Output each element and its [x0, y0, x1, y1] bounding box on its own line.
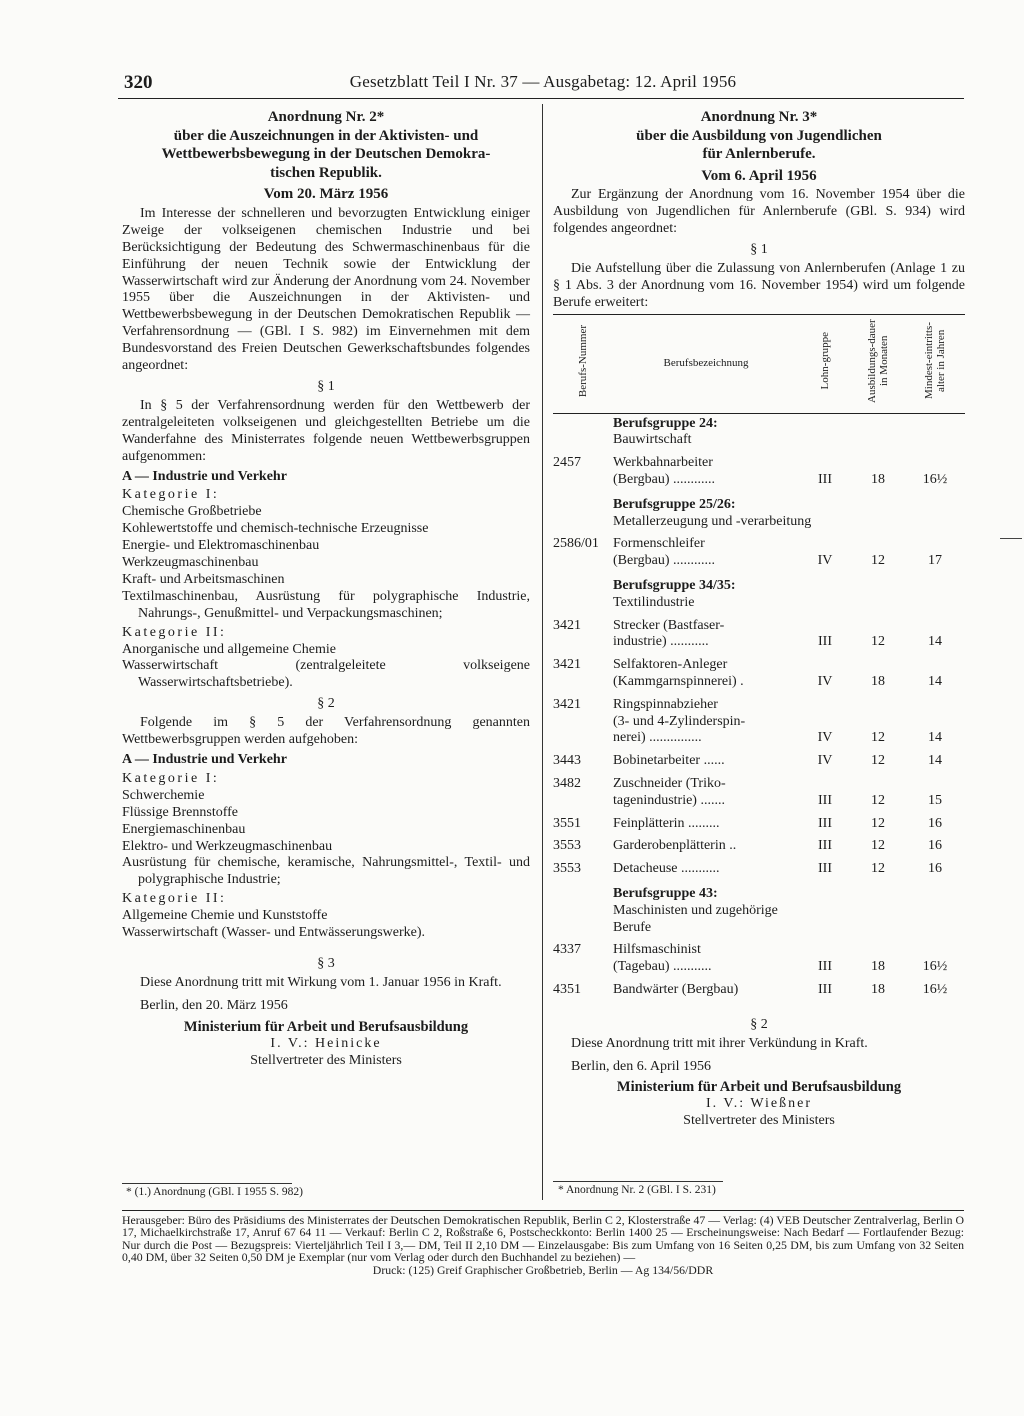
list-item: Elektro- und Werkzeugmaschinenbau	[122, 838, 333, 854]
cell-alter: 16½	[922, 959, 948, 975]
cell-num: 3553	[553, 838, 581, 854]
right-footnote: * Anordnung Nr. 2 (GBl. I S. 231)	[558, 1184, 716, 1196]
left-s3-heading: § 3	[317, 955, 335, 971]
group-name: Berufsgruppe 24:	[613, 415, 718, 431]
left-s2-kat2: Kategorie II:	[122, 891, 227, 907]
left-s1-kat2: Kategorie II:	[122, 624, 227, 640]
list-item: Energie- und Elektromaschinenbau	[122, 538, 320, 554]
left-s2-section: A — Industrie und Verkehr	[122, 752, 287, 767]
left-title-line: tischen Republik.	[270, 164, 382, 181]
cell-bez: Bobinetarbeiter ......	[613, 753, 725, 769]
right-signer: I. V.: Wießner	[706, 1096, 812, 1112]
table-row	[553, 982, 965, 1005]
margin-mark	[1000, 538, 1022, 539]
group-subtitle: Metallerzeugung und -verarbeitung	[613, 513, 812, 529]
table-group-row	[553, 884, 965, 942]
cell-lohn: III	[818, 838, 832, 854]
cell-lohn: III	[818, 472, 832, 488]
cell-alter: 14	[928, 730, 942, 746]
cell-dauer: 12	[871, 730, 885, 746]
running-head: Gesetzblatt Teil I Nr. 37 — Ausgabetag: 12. April 1956	[349, 72, 737, 91]
left-s1-kat2-list	[122, 642, 530, 693]
cell-num: 4351	[553, 981, 581, 997]
cell-bez: Bandwärter (Bergbau)	[613, 981, 739, 997]
table-group-row	[553, 576, 965, 618]
left-intro: Im Interesse der schnelleren und bevorzugten Entwicklung einiger Zweige der volkseigenen chemischen Industrie und bei Berücksichtigung der Bedeutung des Schwermaschinenbaus für die Einführung der neuen Technik sowie der Entwicklung der Wasserwirtschaft wird zur Änderung der Anordnung vom 24. November 1955 über die Auszeichnungen in der Aktivisten- und Wettbewerbsbewegung in der Deutschen Demokratischen Republik — Verfahrensordnung — (GBl. I S. 982) im Einvernehmen mit dem Bundesvorstand des Freien Deutschen Gewerkschaftsbundes folgendes angeordnet:	[122, 205, 530, 374]
header-berufsnummer: Berufs-Nummer	[553, 314, 613, 413]
cell-num: 3553	[553, 861, 581, 877]
list-item: Kohlewertstoffe und chemisch-technische Erzeugnisse	[122, 521, 429, 537]
cell-lohn: IV	[817, 553, 833, 569]
cell-alter: 16	[928, 838, 942, 854]
imprint	[122, 1214, 964, 1276]
cell-dauer: 12	[871, 838, 885, 854]
right-footnote-rule	[553, 1181, 723, 1182]
left-title-line: Wettbewerbsbewegung in der Deutschen Demokra-	[161, 146, 491, 162]
left-s1-kat1-list	[122, 504, 530, 622]
table-row	[553, 861, 965, 884]
group-name: Berufsgruppe 25/26:	[613, 496, 736, 512]
table-row	[553, 618, 965, 658]
left-s2-kat1-list	[122, 788, 530, 889]
cell-num: 4337	[553, 942, 581, 958]
left-place-date: Berlin, den 20. März 1956	[140, 997, 288, 1013]
left-date: Vom 20. März 1956	[263, 186, 389, 202]
header-rule	[118, 98, 964, 99]
table-row	[553, 697, 965, 753]
cell-lohn: III	[818, 861, 832, 877]
left-s1-kat1: Kategorie I:	[122, 487, 220, 503]
cell-dauer: 12	[871, 792, 885, 808]
group-subtitle: Textilindustrie	[613, 594, 695, 610]
cell-lohn: III	[818, 792, 832, 808]
cell-num: 3551	[553, 815, 581, 831]
cell-lohn: III	[818, 815, 832, 831]
header-lohngruppe: Lohn-gruppe	[799, 314, 851, 413]
column-divider	[542, 104, 543, 1200]
imprint-text: Herausgeber: Büro des Präsidiums des Ministerrates der Deutschen Demokratischen Republik, Berlin C 2, Klosterstraße 47 — Verlag: (4) VEB Deutscher Zentralverlag, Berlin O 17, Michaelkirchstraße 17, Anruf 67 64 11 — Verkauf: Berlin C 2, Roßstraße 6, Postscheckkonto: Berlin 1400 25 — Erscheinungsweise: Nach Bedarf — Fortlaufender Bezug: Nur durch die Post — Bezugspreis: Vierteljährlich Teil I 3,— DM, Teil II 2,10 DM — Einzelausgabe: Bis zum Umfang von 16 Seiten 0,25 DM, bis zum Umfang von 32 Seiten 0,40 DM, über 32 Seiten 0,50 DM je Exemplar (nur vom Verlag oder durch den Buchhandel zu beziehen) —	[122, 1213, 964, 1265]
list-item: Schwerchemie	[122, 787, 205, 803]
list-item: Textilmaschinenbau, Ausrüstung für polygraphische Industrie, Nahrungs-, Genußmittel- und Verpackungsmaschinen;	[122, 588, 530, 621]
right-signer-title: Stellvertreter des Ministers	[683, 1113, 835, 1129]
left-signer: I. V.: Heinicke	[270, 1035, 382, 1051]
table-row	[553, 455, 965, 495]
cell-lohn: III	[818, 634, 832, 650]
list-item: Ausrüstung für chemische, keramische, Nahrungsmittel-, Textil- und polygraphische Industrie;	[122, 855, 530, 888]
right-ministry: Ministerium für Arbeit und Berufsausbildung	[616, 1079, 902, 1096]
right-s2-heading: § 2	[750, 1016, 768, 1032]
cell-bez: Detacheuse ...........	[613, 861, 720, 877]
cell-dauer: 18	[871, 981, 885, 997]
list-item: Energiemaschinenbau	[122, 821, 246, 837]
left-column	[122, 108, 530, 1069]
cell-bez: Ringspinnabzieher (3- und 4-Zylinderspin- nerei) ...............	[613, 696, 746, 746]
right-date: Vom 6. April 1956	[701, 167, 817, 184]
cell-dauer: 12	[871, 634, 885, 650]
group-subtitle: Maschinisten und zugehörige Berufe	[613, 902, 778, 935]
group-subtitle: Bauwirtschaft	[613, 432, 692, 448]
left-s1-text: In § 5 der Verfahrensordnung werden für den Wettbewerb der zentralgeleiteten volkseigenen und gleichgestellten Betriebe um die Wanderfahne des Ministerrates folgende neuen Wettbewerbsgruppen aufgenommen:	[122, 397, 530, 464]
list-item: Kraft- und Arbeitsmaschinen	[122, 571, 285, 587]
cell-alter: 16	[928, 815, 942, 831]
table-row	[553, 753, 965, 776]
right-title-line: über die Ausbildung von Jugendlichen	[636, 127, 882, 144]
cell-dauer: 12	[871, 753, 885, 769]
cell-num: 3421	[553, 696, 581, 712]
table-row	[553, 942, 965, 982]
cell-dauer: 18	[871, 959, 885, 975]
left-footnote-rule	[122, 1183, 292, 1184]
right-s1-text: Die Aufstellung über die Zulassung von Anlernberufen (Anlage 1 zu § 1 Abs. 3 der Anordnung vom 16. November 1954) wird um folgende Berufe erweitert:	[553, 261, 965, 310]
cell-alter: 17	[928, 553, 942, 569]
left-title-line: Anordnung Nr. 2*	[267, 109, 385, 125]
cell-alter: 16½	[922, 981, 948, 997]
cell-alter: 14	[928, 674, 942, 690]
cell-num: 2457	[553, 455, 581, 471]
page-header	[124, 72, 962, 96]
cell-lohn: IV	[817, 674, 833, 690]
imprint-print: Druck: (125) Greif Graphischer Großbetrieb, Berlin — Ag 134/56/DDR	[372, 1262, 714, 1277]
left-ministry: Ministerium für Arbeit und Berufsausbildung	[183, 1018, 469, 1035]
table-header-row	[553, 314, 965, 413]
list-item: Wasserwirtschaft (zentralgeleitete volkseigene Wasserwirtschaftsbetriebe).	[122, 658, 530, 691]
list-item: Chemische Großbetriebe	[122, 504, 262, 520]
page-number: 320	[124, 72, 153, 93]
cell-dauer: 12	[871, 553, 885, 569]
cell-lohn: IV	[817, 753, 833, 769]
table-group-row	[553, 495, 965, 537]
berufe-table	[553, 314, 965, 1005]
left-s2-kat2-list	[122, 908, 530, 942]
cell-lohn: III	[818, 981, 832, 997]
header-mindestalter: Mindest-eintritts-alter in Jahren	[905, 314, 965, 413]
right-s1-heading: § 1	[750, 242, 768, 258]
cell-bez: Strecker (Bastfaser- industrie) ...........	[613, 617, 725, 650]
cell-bez: Feinplätterin .........	[613, 815, 720, 831]
cell-dauer: 18	[871, 674, 885, 690]
header-berufsbezeichnung: Berufsbezeichnung	[613, 314, 799, 413]
cell-alter: 16½	[922, 472, 948, 488]
right-intro: Zur Ergänzung der Anordnung vom 16. November 1954 über die Ausbildung von Jugendlichen für Anlernberufe (GBl. S. 934) wird folgendes angeordnet:	[553, 187, 965, 237]
cell-bez: Zuschneider (Triko- tagenindustrie) .......	[613, 776, 726, 808]
right-title-line: für Anlernberufe.	[702, 146, 816, 162]
left-s1-section: A — Industrie und Verkehr	[122, 468, 287, 484]
cell-dauer: 18	[871, 472, 885, 488]
list-item: Allgemeine Chemie und Kunststoffe	[122, 908, 328, 924]
cell-bez: Formenschleifer (Bergbau) ............	[613, 536, 715, 569]
cell-dauer: 12	[871, 861, 885, 877]
list-item: Anorganische und allgemeine Chemie	[122, 641, 336, 657]
right-place-date: Berlin, den 6. April 1956	[571, 1058, 711, 1074]
table-row	[553, 816, 965, 839]
left-title	[122, 108, 530, 182]
cell-num: 3421	[553, 617, 581, 633]
table-row	[553, 776, 965, 816]
cell-alter: 16	[928, 861, 942, 877]
cell-lohn: III	[818, 959, 832, 975]
list-item: Flüssige Brennstoffe	[122, 804, 239, 820]
cell-bez: Selfaktoren-Anleger (Kammgarnspinnerei) .	[613, 657, 744, 690]
cell-num: 3482	[553, 776, 581, 791]
table-row	[553, 536, 965, 576]
left-s2-text: Folgende im § 5 der Verfahrensordnung genannten Wettbewerbsgruppen werden aufgehoben:	[122, 715, 530, 748]
cell-alter: 15	[928, 792, 942, 808]
left-footnote: * (1.) Anordnung (GBl. I 1955 S. 982)	[126, 1186, 303, 1198]
cell-dauer: 12	[871, 815, 885, 831]
right-title-line: Anordnung Nr. 3*	[700, 109, 818, 125]
right-column	[553, 108, 965, 1130]
cell-lohn: IV	[817, 730, 833, 746]
left-s2-heading: § 2	[317, 696, 335, 712]
left-s1-heading: § 1	[317, 378, 335, 394]
cell-bez: Werkbahnarbeiter (Bergbau) ............	[613, 455, 715, 488]
left-signer-title: Stellvertreter des Ministers	[250, 1052, 402, 1068]
cell-bez: Garderobenplätterin ..	[613, 838, 737, 854]
cell-num: 3421	[553, 657, 581, 673]
imprint-rule	[122, 1210, 964, 1211]
cell-alter: 14	[928, 753, 942, 769]
left-s3-text: Diese Anordnung tritt mit Wirkung vom 1. Januar 1956 in Kraft.	[140, 974, 502, 990]
right-s2-text: Diese Anordnung tritt mit ihrer Verkündung in Kraft.	[571, 1035, 868, 1051]
left-title-line: über die Auszeichnungen in der Aktivisten- und	[173, 127, 479, 144]
left-s2-kat1: Kategorie I:	[122, 770, 220, 786]
cell-bez: Hilfsmaschinist (Tagebau) ...........	[613, 942, 712, 975]
group-name: Berufsgruppe 43:	[613, 885, 718, 901]
table-group-row	[553, 413, 965, 455]
table-row	[553, 838, 965, 861]
group-name: Berufsgruppe 34/35:	[613, 578, 736, 594]
header-ausbildungsdauer: Ausbildungs-dauer in Monaten	[851, 314, 905, 413]
cell-num: 3443	[553, 753, 581, 769]
list-item: Wasserwirtschaft (Wasser- und Entwässerungswerke).	[122, 925, 426, 941]
cell-num: 2586/01	[553, 536, 599, 552]
cell-alter: 14	[928, 634, 942, 650]
table-row	[553, 657, 965, 697]
list-item: Werkzeugmaschinenbau	[122, 555, 259, 571]
right-title	[553, 108, 965, 164]
